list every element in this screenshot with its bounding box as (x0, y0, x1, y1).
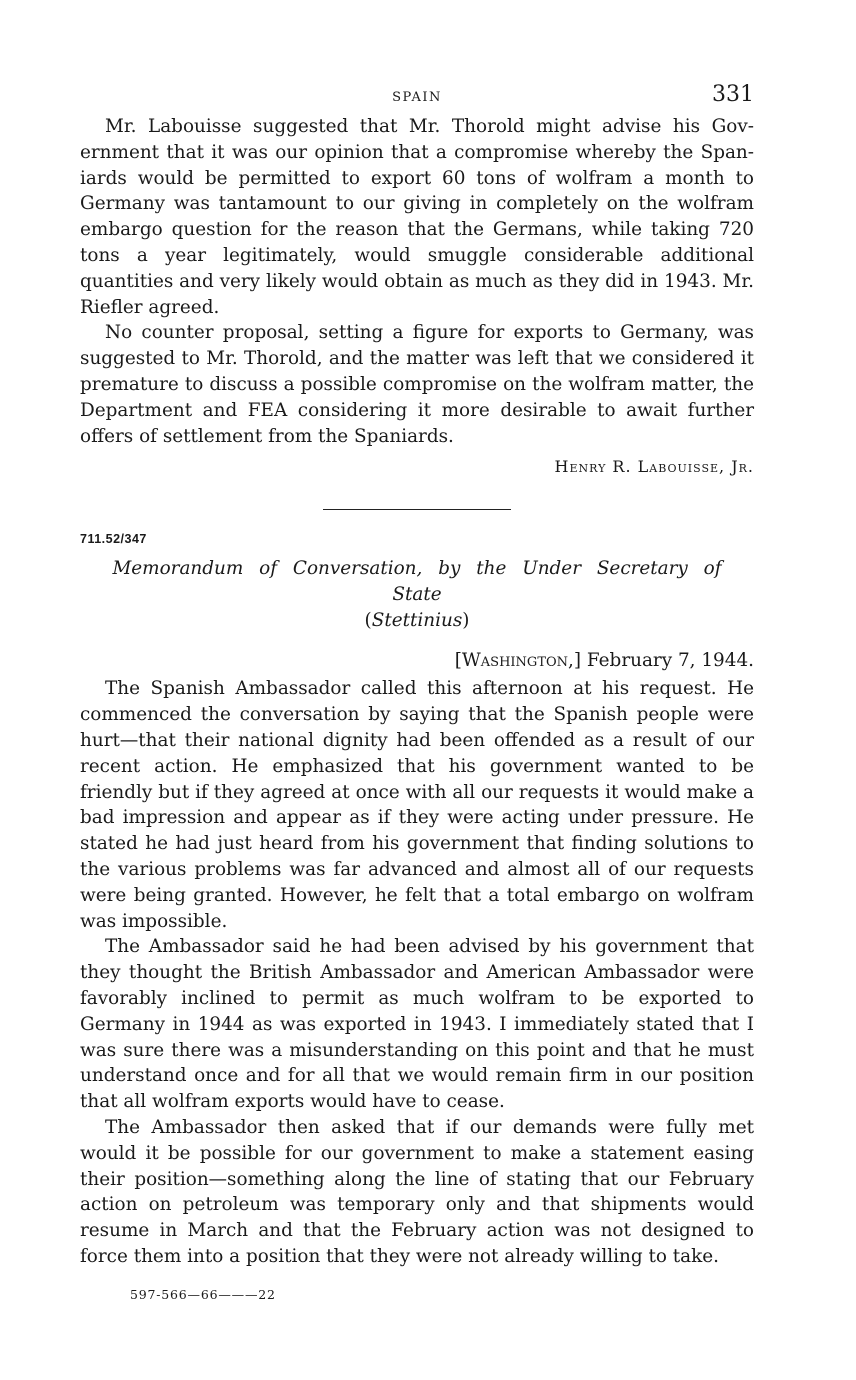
dateline-close-bracket: ] (573, 650, 582, 672)
dateline-place: Washington, (461, 650, 574, 672)
document-title (80, 556, 754, 634)
paragraph-ambassador-called: The Spanish Ambassador called this afternoon at his request. He commenced the conversation by saying that the Spanish people were hurt—that their national dignity had been offended as a result of our recent action. He emphasized that his government wanted to be friendly but if they agreed at once with all our requests it would make a bad impression and appear as if they were acting under pressure. He stated he had just heard from his government that finding solutions to the various problems was far advanced and almost all of our requests were being granted. However, he felt that a total embargo on wolfram was impossible. (80, 678, 754, 932)
page-header (80, 80, 754, 114)
page (80, 80, 754, 1270)
dateline-open-bracket: [ (454, 650, 462, 672)
print-code: 597-566—66———22 (130, 1287, 276, 1302)
document-title-main: Memorandum of Conversation, by the Under Secretary of State (112, 558, 722, 606)
section-divider (323, 509, 511, 510)
page-number: 331 (712, 82, 754, 107)
paragraph-ambassador-asked: The Ambassador then asked that if our demands were fully met would it be possible for our government to make a statement easing their position—something along the line of stating that our February action on petroleum was temporary only and that shipments would resume in March and that the February action was not designed to force them into a position that they were not already willing to take. (80, 1116, 754, 1267)
paragraph-no-counter-proposal: No counter proposal, setting a figure for exports to Germany, was suggested to Mr. Thorold, and the matter was left that we considered it premature to discuss a possible compromise on the wolfram matter, the Department and FEA considering it more desirable to await further offers of settlement from the Spaniards. (80, 322, 754, 447)
file-number: 711.52/347 (80, 532, 147, 547)
dateline-date: February 7, 1944. (586, 650, 754, 672)
paragraph-ambassador-advised: The Ambassador said he had been advised by his government that they thought the British Ambassador and American Ambassador were favorably inclined to permit as much wolfram to be exported to Germany in 1944 as was exported in 1943. I immediately stated that I was sure there was a misunderstanding on this point and that he must understand once and for all that we would remain firm in our position that all wolfram exports would have to cease. (80, 936, 754, 1113)
title-close-paren: ) (462, 610, 470, 632)
dateline (80, 648, 754, 674)
title-open-paren: ( (364, 610, 372, 632)
signature: Henry R. Labouisse, Jr. (554, 457, 754, 477)
running-head: SPAIN (392, 90, 442, 105)
paragraph-labouisse-suggestion: Mr. Labouisse suggested that Mr. Thorold might advise his Government that it was our opinion that a compromise whereby the Spaniards would be permitted to export 60 tons of wolfram a month to Germany was tantamount to our giving in completely on the wolfram embargo question for the reason that the Germans, while taking 720 tons a year legitimately, would smuggle considerable additional quantities and very likely would obtain as much as they did in 1943. Mr. Riefler agreed. (80, 116, 754, 318)
document-title-name: Stettinius (371, 610, 463, 632)
